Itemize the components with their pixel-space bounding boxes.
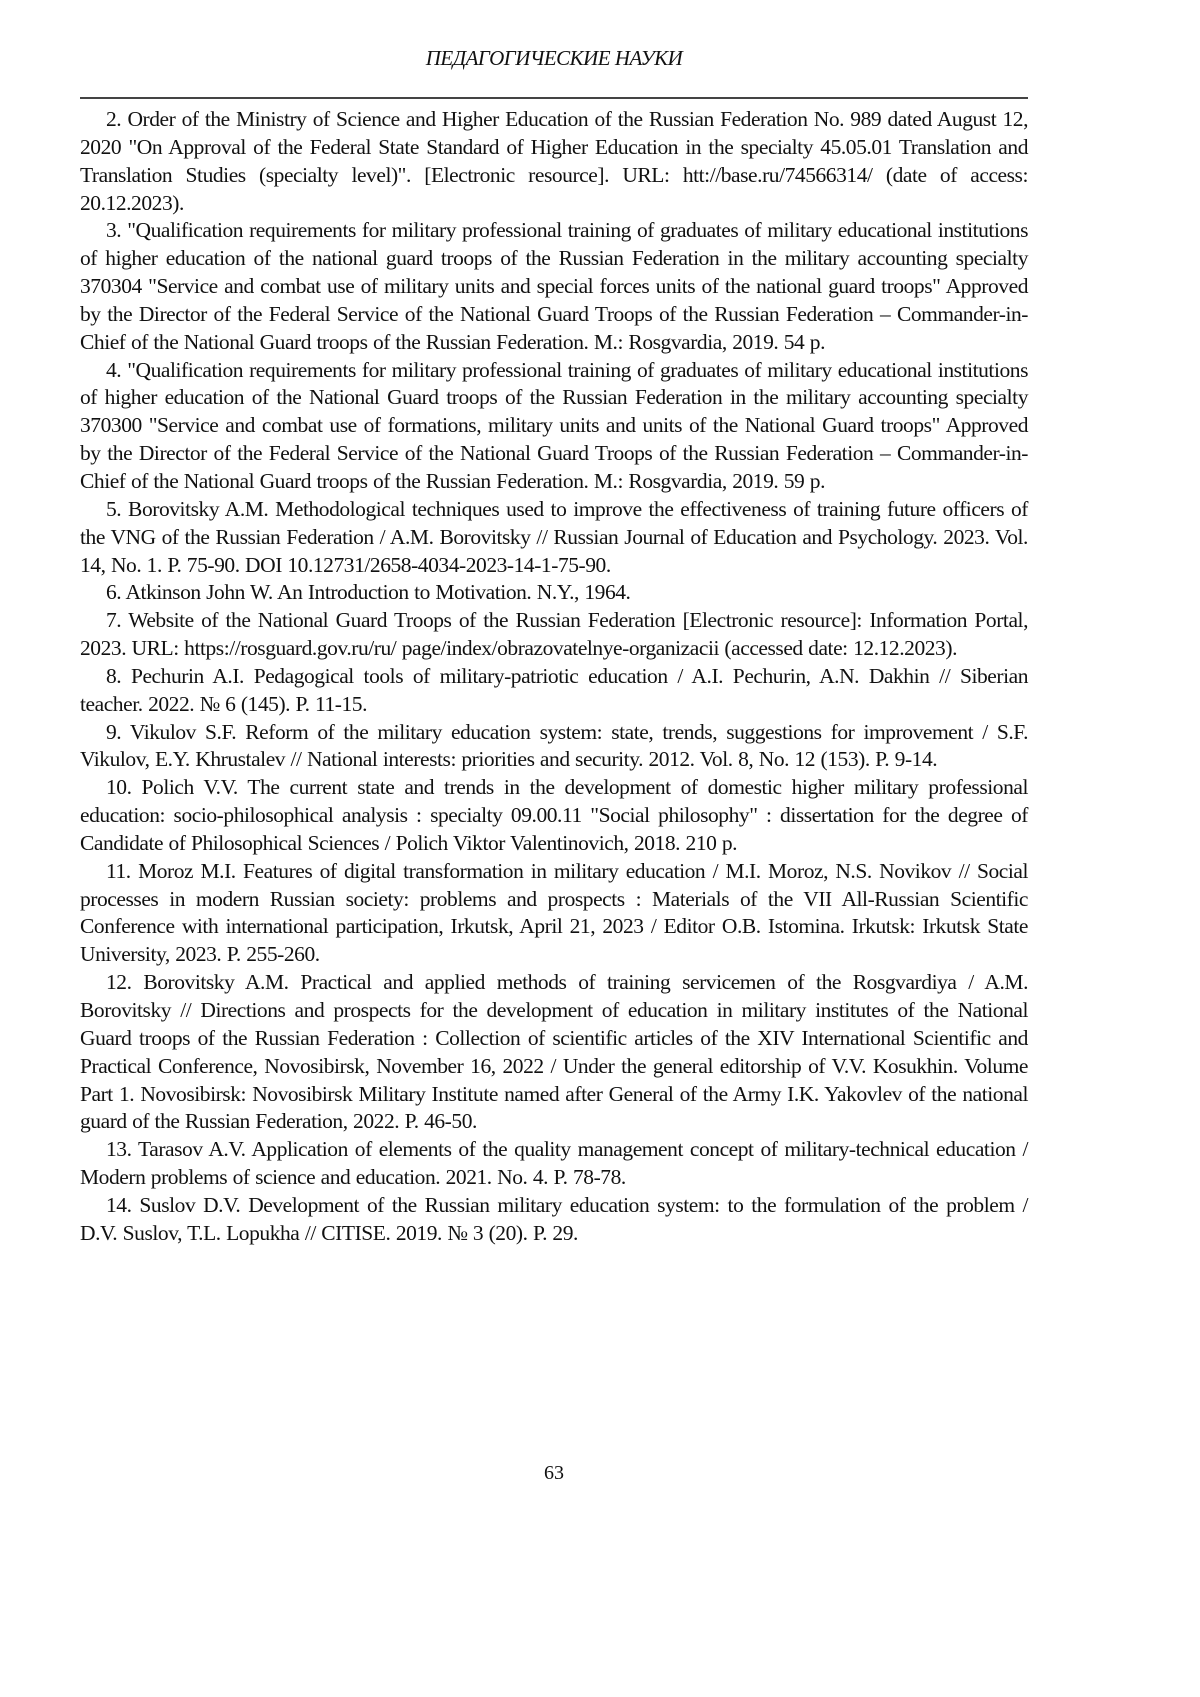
- reference-item: 11. Moroz M.I. Features of digital transformation in military education / M.I. Moroz, N.S. Novikov // Social processes in modern Russian society: problems and prospects : Materials of the VII All-Russian Scientific Conference with international participation, Irkutsk, April 21, 2023 / Editor O.B. Istomina. Irkutsk: Irkutsk State University, 2023. P. 255-260.: [80, 858, 1028, 969]
- reference-item: 7. Website of the National Guard Troops of the Russian Federation [Electronic resource]: Information Portal, 2023. URL: https://rosguard.gov.ru/ru/ page/index/obrazovatelnye-organizacii (accessed date: 12.12.2023).: [80, 607, 1028, 663]
- reference-item: 14. Suslov D.V. Development of the Russian military education system: to the formulation of the problem / D.V. Suslov, T.L. Lopukha // CITISE. 2019. № 3 (20). P. 29.: [80, 1192, 1028, 1248]
- reference-item: 8. Pechurin A.I. Pedagogical tools of military-patriotic education / A.I. Pechurin, A.N. Dakhin // Siberian teacher. 2022. № 6 (145). P. 11-15.: [80, 663, 1028, 719]
- reference-item: 6. Atkinson John W. An Introduction to Motivation. N.Y., 1964.: [80, 579, 1028, 607]
- reference-item: 12. Borovitsky A.M. Practical and applied methods of training servicemen of the Rosgvardiya / A.M. Borovitsky // Directions and prospects for the development of education in military institutes of the National Guard troops of the Russian Federation : Collection of scientific articles of the XIV International Scientific and Practical Conference, Novosibirsk, November 16, 2022 / Under the general editorship of V.V. Kosukhin. Volume Part 1. Novosibirsk: Novosibirsk Military Institute named after General of the Army I.K. Yakovlev of the national guard of the Russian Federation, 2022. P. 46-50.: [80, 969, 1028, 1136]
- header-divider: [80, 97, 1028, 99]
- reference-item: 5. Borovitsky A.M. Methodological techniques used to improve the effectiveness of training future officers of the VNG of the Russian Federation / A.M. Borovitsky // Russian Journal of Education and Psychology. 2023. Vol. 14, No. 1. P. 75-90. DOI 10.12731/2658-4034-2023-14-1-75-90.: [80, 496, 1028, 580]
- reference-item: 10. Polich V.V. The current state and trends in the development of domestic higher military professional education: socio-philosophical analysis : specialty 09.00.11 "Social philosophy" : dissertation for the degree of Candidate of Philosophical Sciences / Polich Viktor Valentinovich, 2018. 210 p.: [80, 774, 1028, 858]
- reference-item: 4. "Qualification requirements for military professional training of graduates of military educational institutions of higher education of the National Guard troops of the Russian Federation in the military accounting specialty 370300 "Service and combat use of formations, military units and units of the National Guard troops" Approved by the Director of the Federal Service of the National Guard Troops of the Russian Federation – Commander-in-Chief of the National Guard troops of the Russian Federation. M.: Rosgvardia, 2019. 59 p.: [80, 357, 1028, 496]
- running-header: ПЕДАГОГИЧЕСКИЕ НАУКИ: [80, 46, 1028, 71]
- reference-item: 2. Order of the Ministry of Science and Higher Education of the Russian Federation No. 989 dated August 12, 2020 "On Approval of the Federal State Standard of Higher Education in the specialty 45.05.01 Translation and Translation Studies (specialty level)". [Electronic resource]. URL: htt://base.ru/74566314/ (date of access: 20.12.2023).: [80, 106, 1028, 217]
- reference-item: 9. Vikulov S.F. Reform of the military education system: state, trends, suggestions for improvement / S.F. Vikulov, E.Y. Khrustalev // National interests: priorities and security. 2012. Vol. 8, No. 12 (153). P. 9-14.: [80, 719, 1028, 775]
- reference-list: [80, 106, 1028, 1248]
- reference-item: 3. "Qualification requirements for military professional training of graduates of military educational institutions of higher education of the national guard troops of the Russian Federation in the military accounting specialty 370304 "Service and combat use of military units and special forces units of the national guard troops" Approved by the Director of the Federal Service of the National Guard Troops of the Russian Federation – Commander-in-Chief of the National Guard troops of the Russian Federation. M.: Rosgvardia, 2019. 54 p.: [80, 217, 1028, 356]
- reference-item: 13. Tarasov A.V. Application of elements of the quality management concept of military-technical education / Modern problems of science and education. 2021. No. 4. P. 78-78.: [80, 1136, 1028, 1192]
- page-number: 63: [80, 1462, 1028, 1485]
